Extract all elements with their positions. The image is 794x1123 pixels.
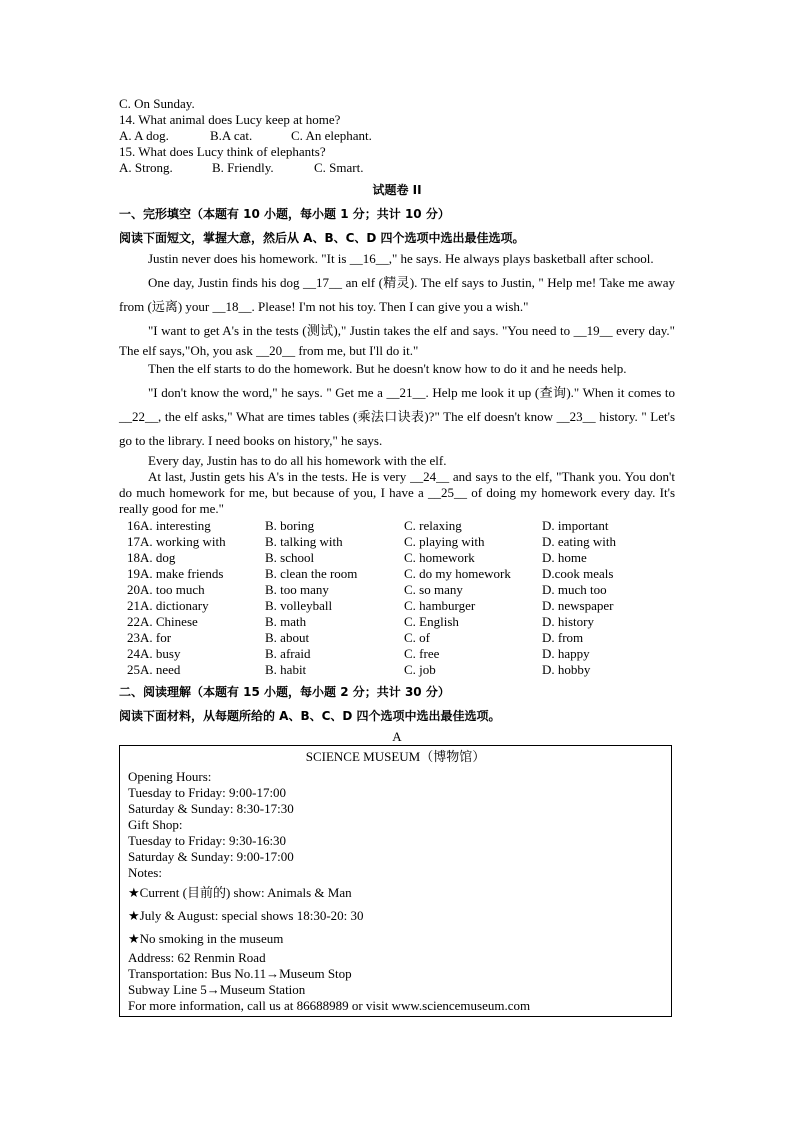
passage-paragraph: "I want to get A's in the tests (测试)," Justin takes the elf and says. "You need to __19__ every day." The elf says,"Oh, you ask __20__ from me, but I'll do it." xyxy=(119,323,675,358)
q14-stem: 14. What animal does Lucy keep at home? xyxy=(119,112,341,127)
notice-line: Tuesday to Friday: 9:30-16:30 xyxy=(128,833,287,848)
option-d: D. important xyxy=(542,518,609,533)
options-row-17 xyxy=(119,534,675,550)
part2-instruction: 阅读下面材料，从每题所给的 A、B、C、D 四个选项中选出最佳选项。 xyxy=(119,709,501,723)
notice-subway: Subway Line 5→Museum Station xyxy=(128,982,306,997)
option-a: 23A. for xyxy=(127,630,172,645)
option-c: C. free xyxy=(404,646,440,661)
part2-heading: 二、阅读理解（本题有 15 小题，每小题 2 分；共计 30 分） xyxy=(119,685,450,699)
option-a: 16A. interesting xyxy=(127,518,211,533)
option-a: 19A. make friends xyxy=(127,566,224,581)
notice-title: SCIENCE MUSEUM（博物馆） xyxy=(305,749,486,764)
option-b: B. about xyxy=(265,630,310,645)
notice-line: Gift Shop: xyxy=(128,817,183,832)
notice-note: ★Current (目前的) show: Animals & Man xyxy=(128,885,352,900)
section-title: 试题卷 II xyxy=(372,183,422,197)
option-c: C. so many xyxy=(404,582,463,597)
option-b: B. habit xyxy=(265,662,307,677)
part1-heading: 一、完形填空（本题有 10 小题，每小题 1 分；共计 10 分） xyxy=(119,207,450,221)
option-a: 17A. working with xyxy=(127,534,226,549)
option-d: D. hobby xyxy=(542,662,591,677)
option-d: D. much too xyxy=(542,582,607,597)
option-a: 22A. Chinese xyxy=(127,614,198,629)
part1-instruction: 阅读下面短文，掌握大意，然后从 A、B、C、D 四个选项中选出最佳选项。 xyxy=(119,231,525,245)
options-row-18 xyxy=(119,550,675,566)
q14-option-a: A. A dog. xyxy=(119,128,169,143)
options-row-21 xyxy=(119,598,675,614)
options-row-19 xyxy=(119,566,675,582)
option-b: B. clean the room xyxy=(265,566,358,581)
notice-transport: Transportation: Bus No.11→Museum Stop xyxy=(128,966,352,981)
option-b: B. talking with xyxy=(265,534,343,549)
options-row-23 xyxy=(119,630,675,646)
notice-line: Notes: xyxy=(128,865,162,880)
q14-option-b: B.A cat. xyxy=(210,128,253,143)
q15-option-a: A. Strong. xyxy=(119,160,173,175)
option-a: 25A. need xyxy=(127,662,181,677)
passage-paragraph: Every day, Justin has to do all his homework with the elf. xyxy=(148,453,447,468)
option-b: B. school xyxy=(265,550,315,565)
option-b: B. math xyxy=(265,614,307,629)
q13-option-c: C. On Sunday. xyxy=(119,96,195,111)
passage-paragraph: At last, Justin gets his A's in the tests. He is very __24__ and says to the elf, "Thank you. You don't do much homework for me, but because of you, I have a __25__ of doing my homework every day. It's really good for me." xyxy=(119,469,675,516)
option-c: C. homework xyxy=(404,550,475,565)
option-d: D.cook meals xyxy=(542,566,614,581)
option-c: C. do my homework xyxy=(404,566,511,581)
q14-option-c: C. An elephant. xyxy=(291,128,372,143)
notice-line: Tuesday to Friday: 9:00-17:00 xyxy=(128,785,287,800)
notice-line: Saturday & Sunday: 8:30-17:30 xyxy=(128,801,294,816)
option-a: 20A. too much xyxy=(127,582,205,597)
option-d: D. home xyxy=(542,550,587,565)
notice-note: ★July & August: special shows 18:30-20: 30 xyxy=(128,908,364,923)
option-c: C. job xyxy=(404,662,436,677)
option-b: B. too many xyxy=(265,582,329,597)
passage-paragraph: "I don't know the word," he says. " Get me a __21__. Help me look it up (查询)." When it comes to __22__, the elf asks," What are times tables (乘法口诀表)?" The elf doesn't know __23__ history. " Let's go to the library. I need books on history," he says. xyxy=(119,385,675,448)
option-b: B. afraid xyxy=(265,646,311,661)
option-d: D. history xyxy=(542,614,594,629)
q15-option-b: B. Friendly. xyxy=(212,160,274,175)
notice-note: ★No smoking in the museum xyxy=(128,931,284,946)
passage-a-label: A xyxy=(392,729,402,744)
option-a: 24A. busy xyxy=(127,646,181,661)
option-c: C. of xyxy=(404,630,430,645)
option-a: 18A. dog xyxy=(127,550,176,565)
option-b: B. volleyball xyxy=(265,598,333,613)
notice-line: Opening Hours: xyxy=(128,769,212,784)
option-c: C. English xyxy=(404,614,459,629)
options-row-16 xyxy=(119,518,675,534)
options-row-24 xyxy=(119,646,675,662)
option-b: B. boring xyxy=(265,518,315,533)
q14-options xyxy=(119,128,675,144)
q15-option-c: C. Smart. xyxy=(314,160,364,175)
notice-address: Address: 62 Renmin Road xyxy=(128,950,266,965)
q15-options xyxy=(119,160,675,176)
exam-page xyxy=(119,96,675,1017)
option-c: C. relaxing xyxy=(404,518,462,533)
option-a: 21A. dictionary xyxy=(127,598,209,613)
passage-paragraph: One day, Justin finds his dog __17__ an elf (精灵). The elf says to Justin, " Help me! Take me away from (远离) your __18__. Please! I'm not his toy. Then I can give you a wish." xyxy=(119,275,675,314)
notice-line: Saturday & Sunday: 9:00-17:00 xyxy=(128,849,294,864)
passage-paragraph: Then the elf starts to do the homework. But he doesn't know how to do it and he needs help. xyxy=(148,361,627,376)
options-table xyxy=(119,518,675,678)
option-d: D. from xyxy=(542,630,584,645)
q15-stem: 15. What does Lucy think of elephants? xyxy=(119,144,326,159)
passage-paragraph: Justin never does his homework. "It is __16__," he says. He always plays basketball after school. xyxy=(148,251,654,266)
option-d: D. newspaper xyxy=(542,598,614,613)
option-c: C. playing with xyxy=(404,534,485,549)
museum-notice xyxy=(119,745,672,1017)
options-row-25 xyxy=(119,662,675,678)
notice-contact: For more information, call us at 86688989 or visit www.sciencemuseum.com xyxy=(128,998,531,1013)
option-d: D. eating with xyxy=(542,534,617,549)
option-c: C. hamburger xyxy=(404,598,476,613)
options-row-20 xyxy=(119,582,675,598)
option-d: D. happy xyxy=(542,646,590,661)
options-row-22 xyxy=(119,614,675,630)
